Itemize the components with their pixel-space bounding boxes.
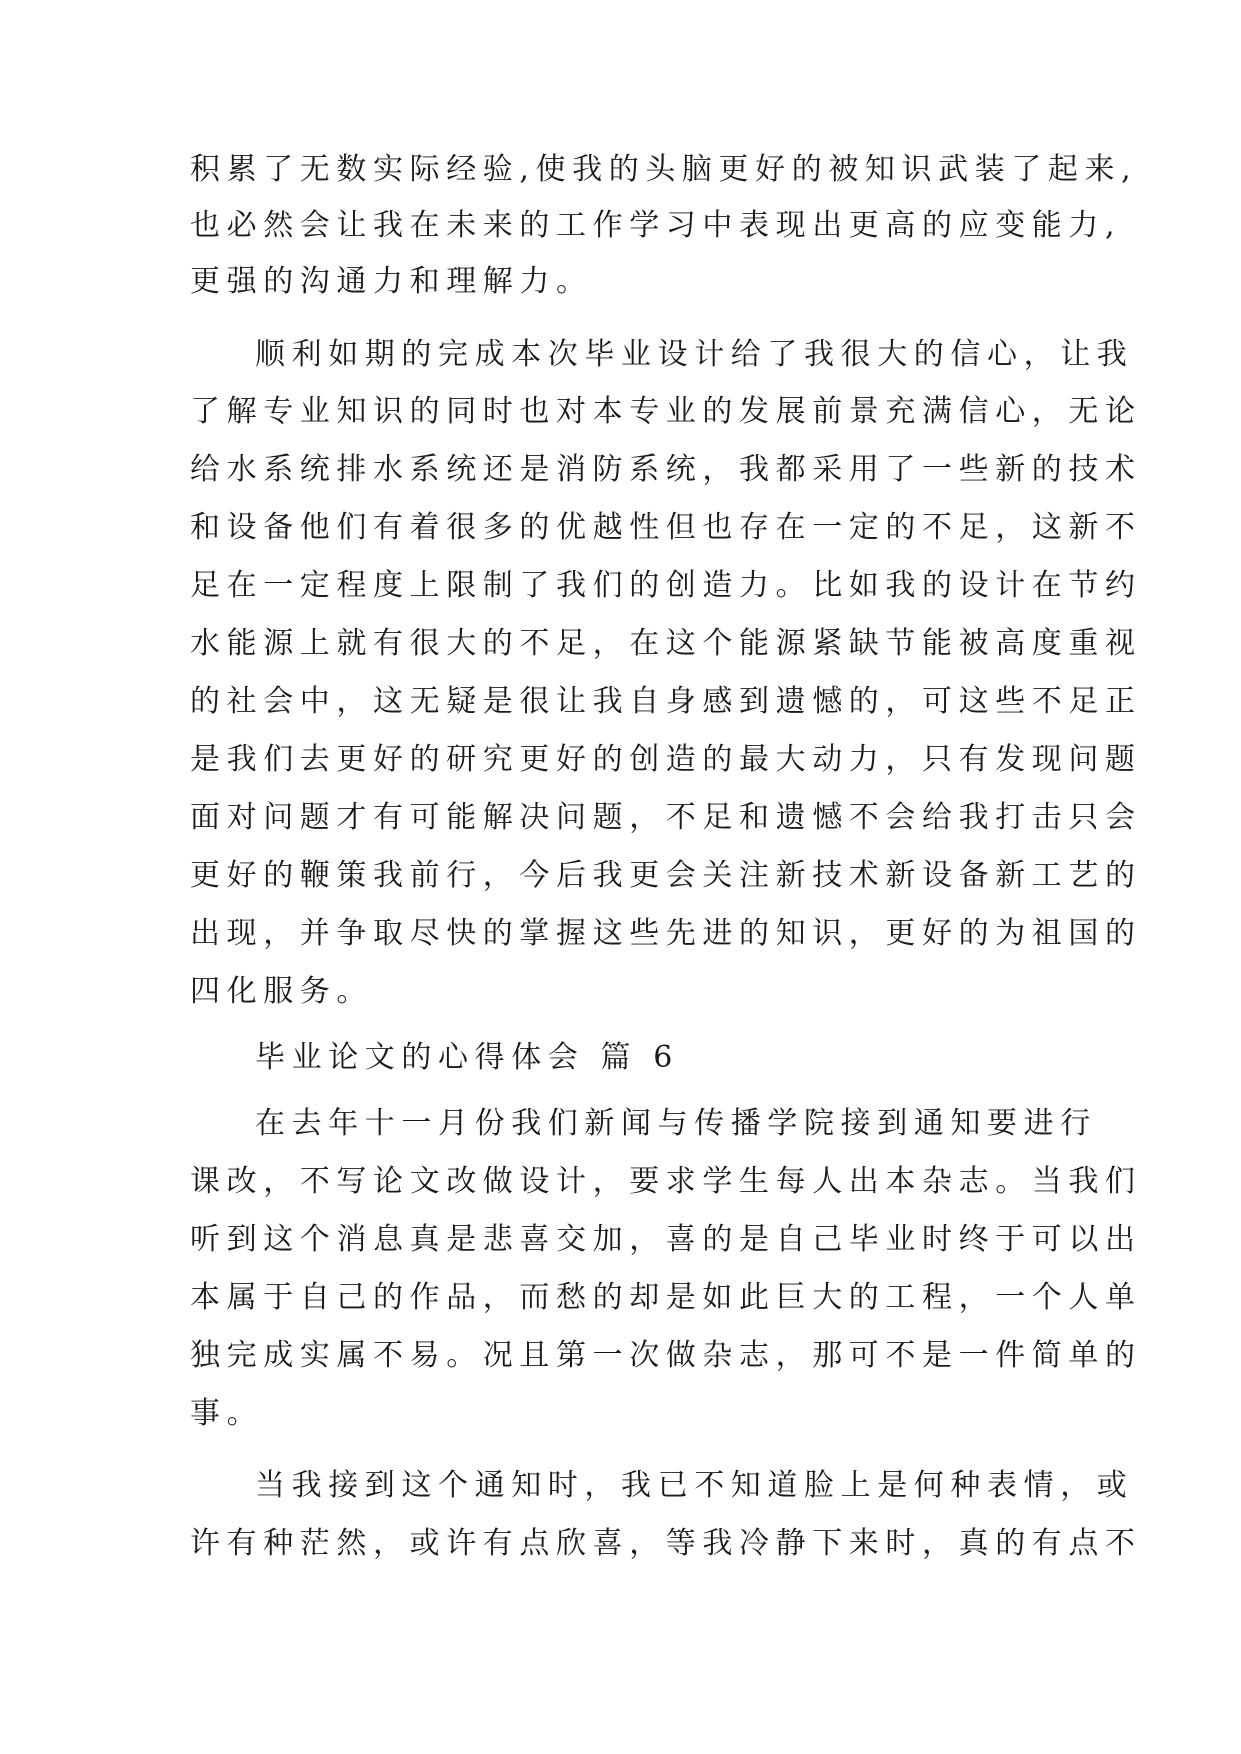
paragraph-line: 许有种茫然，或许有点欣喜，等我冷静下来时，真的有点不 <box>190 1526 1142 1561</box>
paragraph-line: 顺利如期的完成本次毕业设计给了我很大的信心，让我 <box>255 337 1134 372</box>
paragraph-line: 四化服务。 <box>190 974 373 1009</box>
paragraph-line: 是我们去更好的研究更好的创造的最大动力，只有发现问题 <box>190 742 1142 777</box>
paragraph-line: 了解专业知识的同时也对本专业的发展前景充满信心，无论 <box>190 394 1142 429</box>
paragraph-line: 的社会中，这无疑是很让我自身感到遗憾的，可这些不足正 <box>190 684 1142 719</box>
paragraph-line: 更好的鞭策我前行，今后我更会关注新技术新设备新工艺的 <box>190 858 1142 893</box>
paragraph-line: 和设备他们有着很多的优越性但也存在一定的不足，这新不 <box>190 510 1142 545</box>
paragraph-line: 事。 <box>190 1396 264 1431</box>
paragraph-line: 给水系统排水系统还是消防系统，我都采用了一些新的技术 <box>190 452 1142 487</box>
paragraph-line: 水能源上就有很大的不足，在这个能源紧缺节能被高度重视 <box>190 626 1142 661</box>
paragraph-line: 出现，并争取尽快的掌握这些先进的知识，更好的为祖国的 <box>190 916 1142 951</box>
paragraph-line: 在去年十一月份我们新闻与传播学院接到通知要进行 <box>255 1106 1097 1141</box>
paragraph-line: 独完成实属不易。况且第一次做杂志，那可不是一件简单的 <box>190 1338 1142 1373</box>
paragraph-line: 积累了无数实际经验,使我的头脑更好的被知识武装了起来, <box>190 152 1138 187</box>
section-heading: 毕业论文的心得体会 篇 6 <box>255 1040 679 1075</box>
paragraph-line: 也必然会让我在未来的工作学习中表现出更高的应变能力, <box>190 208 1122 243</box>
paragraph-line: 当我接到这个通知时，我已不知道脸上是何种表情，或 <box>255 1468 1134 1503</box>
paragraph-line: 更强的沟通力和理解力。 <box>190 264 593 299</box>
paragraph-line: 听到这个消息真是悲喜交加，喜的是自己毕业时终于可以出 <box>190 1222 1142 1257</box>
paragraph-line: 课改，不写论文改做设计，要求学生每人出本杂志。当我们 <box>190 1164 1142 1199</box>
paragraph-line: 足在一定程度上限制了我们的创造力。比如我的设计在节约 <box>190 568 1142 603</box>
paragraph-line: 本属于自己的作品，而愁的却是如此巨大的工程，一个人单 <box>190 1280 1142 1315</box>
paragraph-line: 面对问题才有可能解决问题，不足和遗憾不会给我打击只会 <box>190 800 1142 835</box>
